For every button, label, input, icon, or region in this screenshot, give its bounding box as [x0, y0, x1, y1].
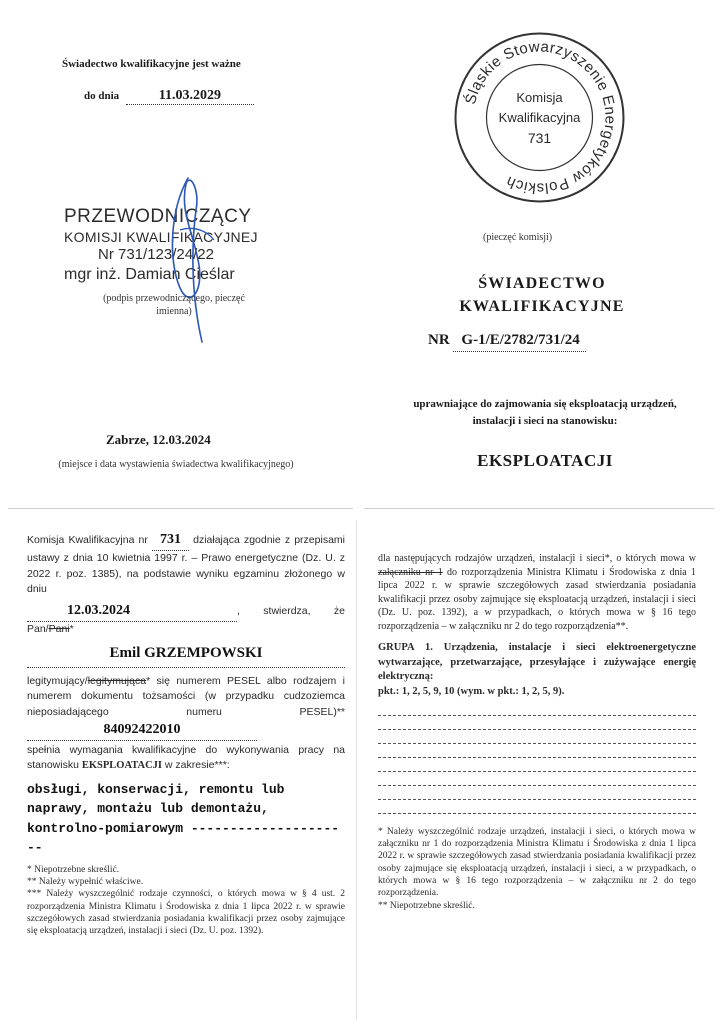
- left-footnote-3: *** Należy wyszczególnić rodzaje czynności, o których mowa w § 4 ust. 2 rozporządzenia Ministra Klimatu i Środowiska z dnia 1 lipca 2022 r. w sprawie szczegółowych zasad stwierdzania posiadania kwalifikacji przez osoby zajmujące się eksploatacją urządzeń, instalacji i sieci (Dz. U. poz. 1392).: [27, 889, 345, 937]
- validity-line: [84, 88, 254, 105]
- issue-caption: (miejsce i data wystawienia świadectwa kwalifikacyjnego): [58, 459, 294, 470]
- struck-gender: Pani: [48, 623, 70, 636]
- certificate-number: [428, 332, 586, 352]
- scope-of-work: obsługi, konserwacji, remontu lub naprawy, montażu lub demontażu, kontrolno-pomiarowym ---------------------: [27, 781, 340, 856]
- page-edge-right: [364, 508, 714, 509]
- blank-line: [378, 800, 696, 814]
- struck-id-gender: legitymująca: [87, 675, 147, 688]
- chairman-commission: KOMISJI KWALIFIKACYJNEJ: [64, 228, 258, 245]
- stamp-line3: 731: [527, 130, 552, 146]
- chairman-number: Nr 731/123/24/22: [98, 246, 214, 264]
- left-column: [27, 530, 345, 938]
- right-paragraph-1: [378, 552, 696, 633]
- declaration-text: , stwierdza, że Pan/: [27, 604, 345, 636]
- device-types-text: dla następujących rodzajów urządzeń, instalacji i sieci*, o których mowa w: [378, 553, 696, 564]
- certificate-title: [392, 272, 692, 318]
- left-footnote-1: * Niepotrzebne skreślić.: [27, 864, 120, 875]
- page-edge-left: [8, 508, 353, 509]
- requirements-end: w zakresie***:: [164, 759, 230, 772]
- id-label: legitymujący/: [27, 675, 88, 688]
- certificate-position: EKSPLOATACJI: [477, 451, 613, 470]
- certificate-title-line2: KWALIFIKACYJNE: [459, 298, 625, 316]
- issue-place-date: Zabrze, 12.03.2024: [106, 432, 211, 447]
- regulation-text: do rozporządzenia Ministra Klimatu i Środowiska z dnia 1 lipca 2022 r. w sprawie szczegółowych zasad stwierdzania posiadania kwalifikacji przez osoby zajmujące się eksploatacją urządzeń, instalacji i sieci (Dz. U. poz. 1392), a w przypadkach, o których mowa w § 16 tego rozporządzenia – w załączniku nr 2 do tego rozporządzenia**.: [378, 566, 696, 632]
- holder-name: Emil GRZEMPOWSKI: [27, 643, 345, 668]
- certificate-nr-label: NR: [428, 332, 450, 348]
- stamp-line2: Kwalifikacyjna: [498, 110, 581, 125]
- requirements-text: spełnia wymagania kwalifikacyjne do wykonywania pracy na stanowisku: [27, 744, 345, 772]
- certificate-nr-value: G-1/E/2782/731/24: [453, 332, 585, 352]
- blank-line: [378, 772, 696, 786]
- pesel-value: 84092422010: [27, 720, 257, 741]
- validity-title: Świadectwo kwalifikacyjne jest ważne: [62, 58, 241, 70]
- commission-stamp: [452, 30, 627, 205]
- commission-label: Komisja Kwalifikacyjna nr: [27, 534, 148, 546]
- blank-line: [378, 730, 696, 744]
- left-footnotes: [27, 864, 345, 938]
- exam-date: 12.03.2024: [27, 601, 237, 622]
- stamp-line1: Komisja: [516, 90, 563, 105]
- blank-line: [378, 744, 696, 758]
- group-heading: GRUPA 1. Urządzenia, instalacje i sieci elektroenergetyczne wytwarzające, przetwarzające, przesyłające i zużywające energię elektryczną:: [378, 642, 696, 683]
- validity-until-label: do dnia: [84, 90, 120, 102]
- left-paragraph-4: [27, 743, 345, 773]
- left-footnote-2: ** Należy wypełnić właściwe.: [27, 876, 144, 887]
- left-paragraph-1: [27, 530, 345, 597]
- blank-line: [378, 716, 696, 730]
- asterisk: *: [69, 623, 74, 636]
- blank-line: [378, 758, 696, 772]
- struck-annex: załączniku nr 1: [378, 566, 443, 578]
- id-text: * się numerem PESEL albo rodzajem i numerem dokumentu tożsamości (w przypadku cudzoziemca nieposiadającego numeru PESEL)**: [27, 675, 345, 718]
- signature-caption: (podpis przewodniczącego, pieczęć imienna): [103, 293, 245, 317]
- page-fold: [356, 520, 357, 1020]
- commission-number: 731: [152, 530, 189, 551]
- legal-basis-text: działająca zgodnie z przepisami ustawy z dnia 10 kwietnia 1997 r. – Prawo energetyczne (Dz. U. z 2022 r. poz. 1385), na podstawie wyniku egzaminu złożonego w dniu: [27, 534, 345, 595]
- right-footnote-2: ** Niepotrzebne skreślić.: [378, 900, 475, 911]
- left-paragraph-2: [27, 601, 345, 638]
- stamp-ring-text: Śląskie Stowarzyszenie Energetyków Polskich: [461, 38, 619, 197]
- certificate-entitlement: uprawniające do zajmowania się eksploatacją urządzeń, instalacji i sieci na stanowisku:: [413, 398, 677, 428]
- requirements-position: EKSPLOATACJI: [81, 760, 162, 772]
- blank-line: [378, 786, 696, 800]
- right-footnote-1: * Należy wyszczególnić rodzaje urządzeń, instalacji i sieci, o których mowa w załączniku nr 1 do rozporządzenia Ministra Klimatu i Środowiska z dnia 1 lipca 2022 r. w sprawie szczegółowych zasad stwierdzania posiadania kwalifikacji przez osoby zajmujące się eksploatacją urządzeń, instalacji i sieci, a w przypadkach, o których mowa w § 16 tego rozporządzenia – w załączniku nr 2 do tego rozporządzenia.: [378, 826, 696, 899]
- signature-mark: [150, 170, 240, 350]
- chairman-name: mgr inż. Damian Cieślar: [64, 266, 235, 283]
- right-column: [378, 552, 696, 912]
- validity-until-value: 11.03.2029: [126, 88, 254, 105]
- blank-line: [378, 702, 696, 716]
- group-points: pkt.: 1, 2, 5, 9, 10 (wym. w pkt.: 1, 2, 5, 9).: [378, 686, 565, 698]
- right-footnotes: [378, 826, 696, 912]
- left-paragraph-3: [27, 674, 345, 741]
- commission-stamp-caption: (pieczęć komisji): [483, 232, 553, 243]
- chairman-title: PRZEWODNICZĄCY: [64, 206, 252, 227]
- certificate-title-line1: ŚWIADECTWO: [478, 275, 606, 292]
- blank-lines: [378, 702, 696, 814]
